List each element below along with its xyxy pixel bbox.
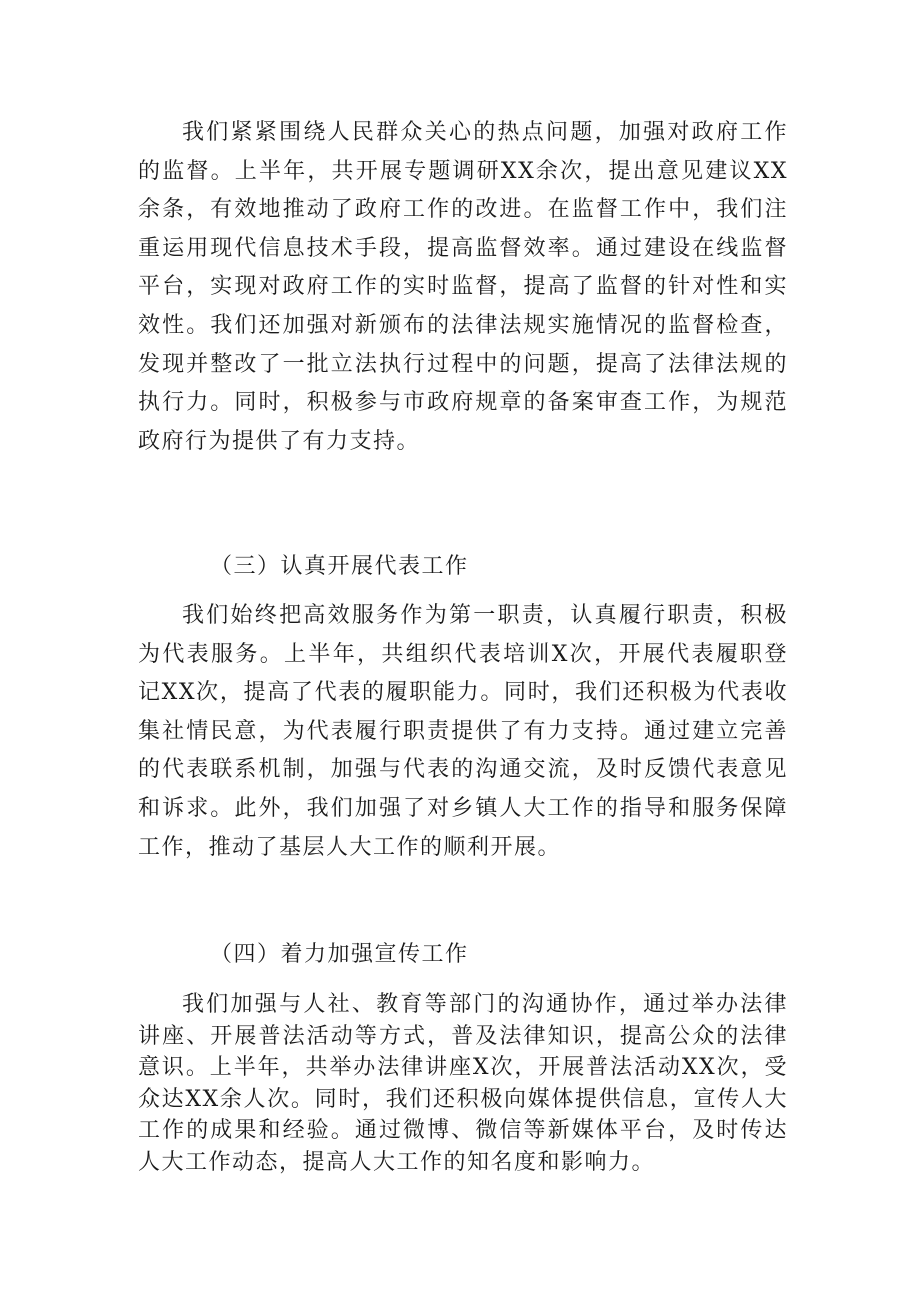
paragraph-representatives: 我们始终把高效服务作为第一职责，认真履行职责，积极为代表服务。上半年，共组织代表培训X次，开展代表履职登记XX次，提高了代表的履职能力。同时，我们还积极为代表收集社情民意，为代表履行职责提供了有力支持。通过建立完善的代表联系机制，加强与代表的沟通交流，及时反馈代表意见和诉求。此外，我们加强了对乡镇人大工作的指导和服务保障工作，推动了基层人大工作的顺利开展。 — [138, 603, 788, 860]
section-heading-publicity: （四）着力加强宣传工作 — [210, 942, 469, 967]
paragraph-supervision: 我们紧紧围绕人民群众关心的热点问题，加强对政府工作的监督。上半年，共开展专题调研XX余次，提出意见建议XX余条，有效地推动了政府工作的改进。在监督工作中，我们注重运用现代信息技术手段，提高监督效率。通过建设在线监督平台，实现对政府工作的实时监督，提高了监督的针对性和实效性。我们还加强对新颁布的法律法规实施情况的监督检查，发现并整改了一批立法执行过程中的问题，提高了法律法规的执行力。同时，积极参与市政府规章的备案审查工作，为规范政府行为提供了有力支持。 — [138, 120, 788, 454]
section-heading-representatives: （三）认真开展代表工作 — [210, 554, 469, 579]
paragraph-publicity: 我们加强与人社、教育等部门的沟通协作，通过举办法律讲座、开展普法活动等方式，普及法律知识，提高公众的法律意识。上半年，共举办法律讲座X次，开展普法活动XX次，受众达XX余人次。同时，我们还积极向媒体提供信息，宣传人大工作的成果和经验。通过微博、微信等新媒体平台，及时传达人大工作动态，提高人大工作的知名度和影响力。 — [138, 992, 788, 1175]
